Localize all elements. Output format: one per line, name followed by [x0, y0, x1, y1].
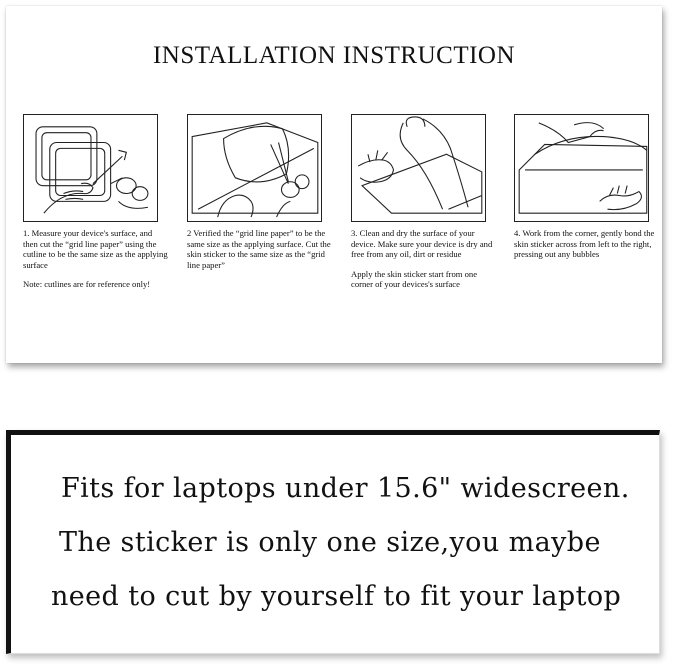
step-1-text [23, 228, 168, 299]
instruction-title: INSTALLATION INSTRUCTION [152, 42, 516, 69]
clean-surface-illustration [351, 114, 486, 222]
step-4-description: 4. Work from the corner, gently bond the skin sticker across from left to the right, pressing out any bubbles [514, 228, 655, 260]
step-1-note: Note: cutlines are for reference only! [23, 279, 151, 290]
step-3-description: 3. Clean and dry the surface of your device. Make sure your device is dry and free from any oil, dirt or residue [351, 228, 493, 260]
step-2-text [187, 228, 332, 279]
step-4-text [514, 228, 659, 269]
verify-cut-illustration [187, 114, 322, 222]
fit-notice-line-3: need to cut by yourself to fit your laptop [51, 581, 622, 612]
fit-notice-line-1: Fits for laptops under 15.6" widescreen. [61, 473, 630, 504]
fit-notice-line-2: The sticker is only one size,you maybe [59, 527, 601, 558]
step-3-text [351, 228, 496, 299]
installation-card [6, 6, 662, 363]
apply-sticker-illustration [514, 114, 649, 222]
step-1-description: 1. Measure your device's surface, and then cut the “grid line paper” using the cutline to be the same size as the applying surface [23, 228, 168, 270]
fit-notice-card [6, 430, 660, 654]
step-2-description: 2 Verified the “grid line paper” to be the same size as the applying surface. Cut the skin sticker to the same size as the “grid line paper” [187, 228, 331, 270]
step-3-note: Apply the skin sticker start from one corner of your devices's surface [351, 268, 478, 290]
measure-cut-illustration [23, 114, 158, 222]
